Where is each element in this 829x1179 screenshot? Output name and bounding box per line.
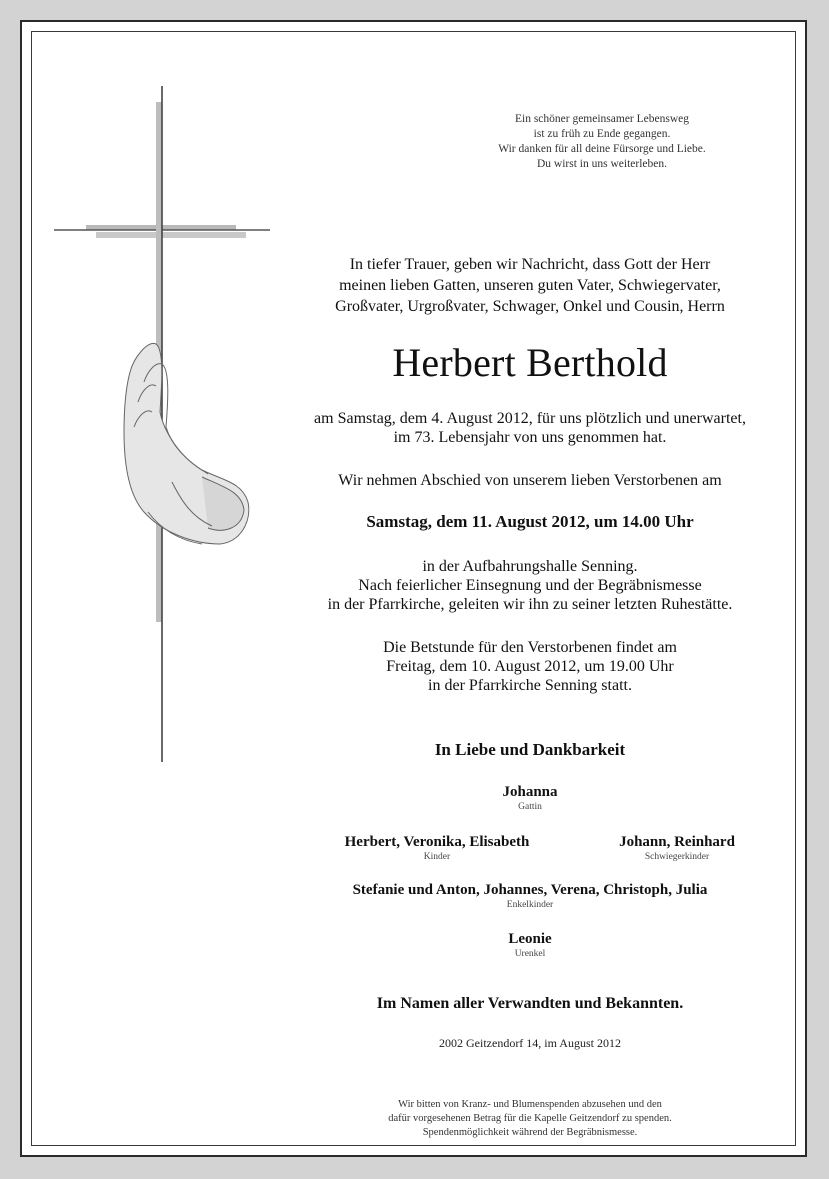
mourner-relation: Urenkel — [514, 949, 546, 959]
announcement — [252, 254, 808, 317]
mourner-children — [312, 834, 562, 863]
mourner-great-grandchildren — [252, 931, 808, 960]
motto — [452, 112, 752, 172]
deceased-name: Herbert Berthold — [392, 340, 668, 385]
location-line: Nach feierlicher Einsegnung und der Begräbnismesse — [358, 577, 702, 594]
place-date: 2002 Geitzendorf 14, im August 2012 — [439, 1036, 621, 1050]
note-line: Wir bitten von Kranz- und Blumenspenden abzusehen und den — [398, 1099, 662, 1110]
note-line: Spendenmöglichkeit während der Begräbnismesse. — [422, 1127, 638, 1138]
prayer-hour — [252, 638, 808, 695]
closing-line: Im Namen aller Verwandten und Bekannten. — [376, 995, 684, 1012]
mourners-heading: In Liebe und Dankbarkeit — [434, 740, 626, 759]
announcement-line: Großvater, Urgroßvater, Schwager, Onkel und Cousin, Herrn — [335, 298, 725, 315]
prayer-line: Freitag, dem 10. August 2012, um 19.00 Uhr — [386, 658, 674, 675]
farewell-text: Wir nehmen Abschied von unserem lieben Verstorbenen am — [338, 472, 722, 489]
prayer-line: in der Pfarrkirche Senning statt. — [428, 677, 632, 694]
details-line: im 73. Lebensjahr von uns genommen hat. — [393, 429, 667, 446]
mourner-name: Johanna — [502, 784, 558, 800]
mourner-in-laws — [577, 834, 777, 863]
mourner-name: Stefanie und Anton, Johannes, Verena, Christoph, Julia — [352, 882, 708, 898]
donation-note — [252, 1098, 808, 1140]
mourner-relation: Kinder — [423, 852, 451, 862]
mourner-relation: Schwiegerkinder — [644, 852, 710, 862]
obituary-card — [20, 20, 807, 1157]
announcement-line: In tiefer Trauer, geben wir Nachricht, dass Gott der Herr — [349, 256, 711, 273]
mourner-name: Leonie — [508, 931, 552, 947]
motto-line: ist zu früh zu Ende gegangen. — [533, 128, 671, 140]
death-details — [252, 409, 808, 447]
motto-line: Ein schöner gemeinsamer Lebensweg — [514, 113, 690, 125]
mourner-name: Johann, Reinhard — [619, 834, 735, 850]
details-line: am Samstag, dem 4. August 2012, für uns plötzlich und unerwartet, — [314, 410, 746, 427]
funeral-date: Samstag, dem 11. August 2012, um 14.00 Uhr — [366, 512, 694, 531]
location-line: in der Aufbahrungshalle Senning. — [422, 558, 638, 575]
prayer-line: Die Betstunde für den Verstorbenen findet am — [383, 639, 677, 656]
mourner-name: Herbert, Veronika, Elisabeth — [344, 834, 530, 850]
mourner-relation: Enkelkinder — [506, 900, 554, 910]
location-line: in der Pfarrkirche, geleiten wir ihn zu seiner letzten Ruhestätte. — [327, 596, 733, 613]
funeral-location — [252, 557, 808, 614]
mourner-relation: Gattin — [518, 802, 542, 812]
motto-line: Du wirst in uns weiterleben. — [537, 158, 667, 170]
mourner-grandchildren — [252, 882, 808, 911]
mourner-wife — [252, 784, 808, 813]
note-line: dafür vorgesehenen Betrag für die Kapelle Geitzendorf zu spenden. — [388, 1113, 672, 1124]
motto-line: Wir danken für all deine Fürsorge und Liebe. — [498, 143, 706, 155]
announcement-line: meinen lieben Gatten, unseren guten Vater, Schwiegervater, — [339, 277, 721, 294]
